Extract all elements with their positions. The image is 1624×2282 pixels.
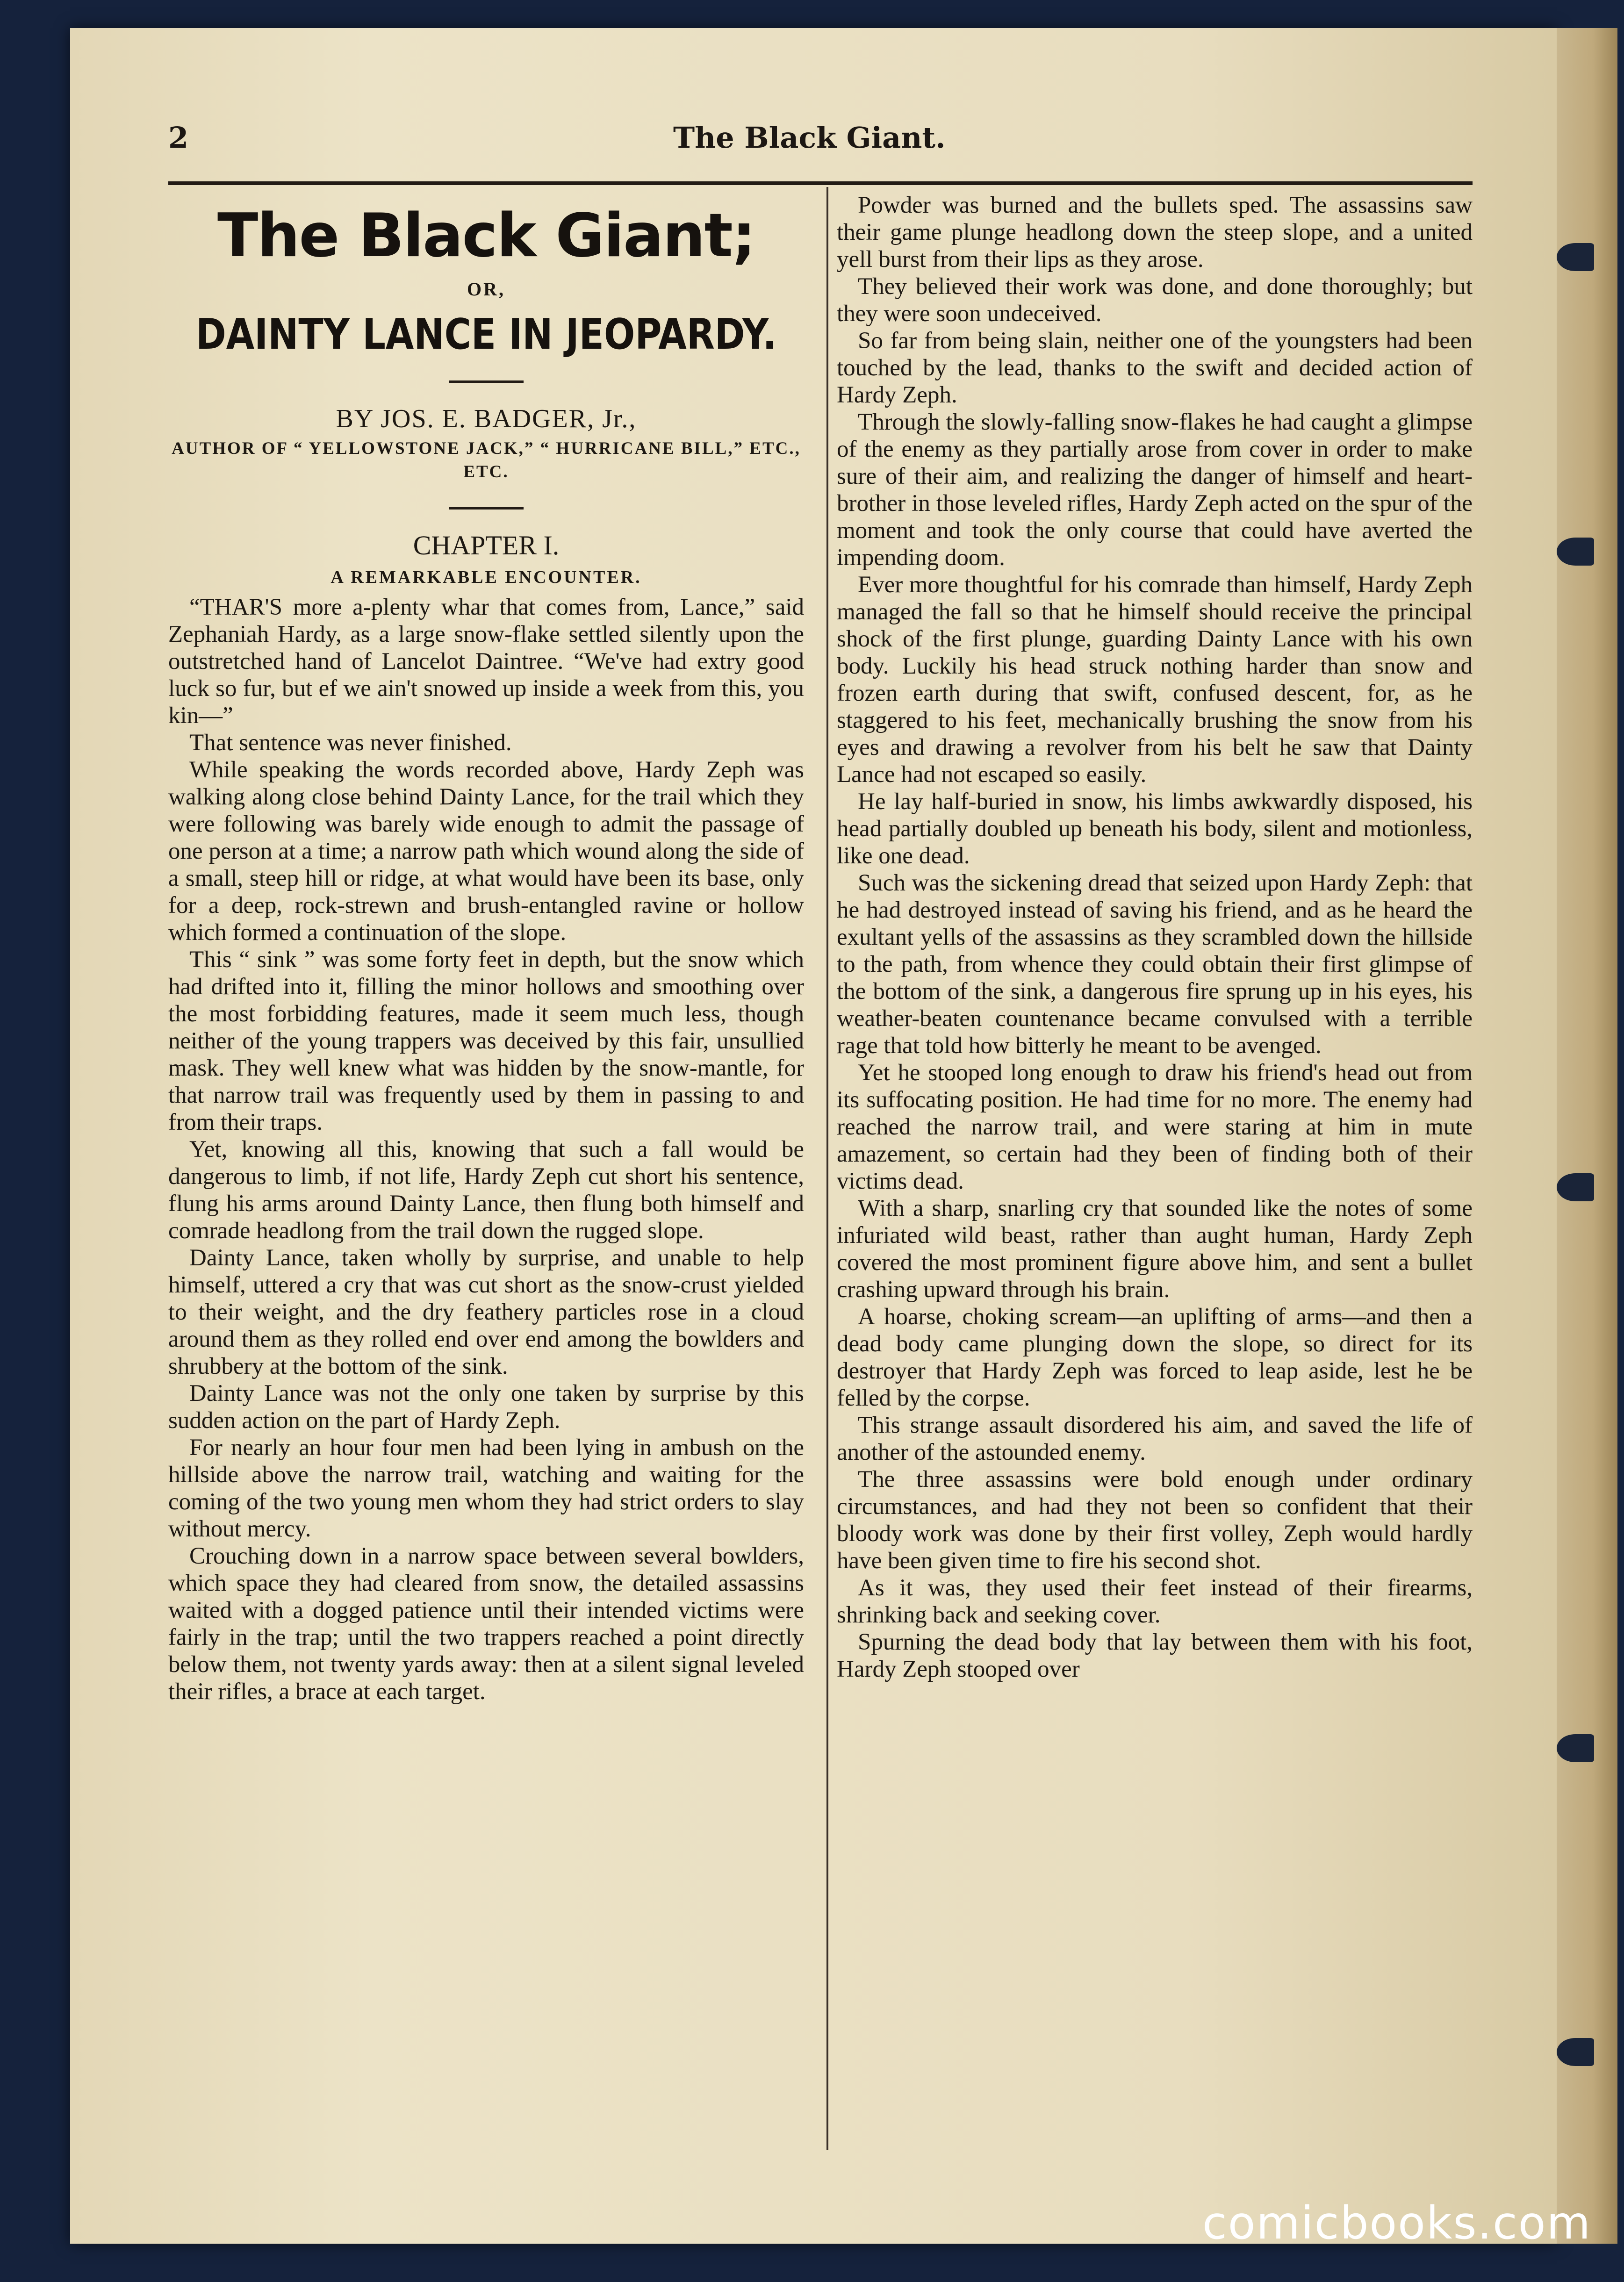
- page-number: 2: [168, 121, 189, 155]
- paragraph: Through the slowly-falling snow-flakes he had caught a glimpse of the enemy as they partially arose from cover in order to make sure of their aim, and realizing the danger of himself and heart-brother in those leveled rifles, Hardy Zeph acted on the spur of the moment and took the only course that could have averted the impending doom.: [837, 409, 1473, 571]
- paragraph: He lay half-buried in snow, his limbs awkwardly disposed, his head partially doubled up beneath his body, silent and motionless, like one dead.: [837, 789, 1473, 869]
- paragraph: Dainty Lance, taken wholly by surprise, and unable to help himself, uttered a cry that was cut short as the snow-crust yielded to their weight, and the dry feathery particles rose in a cloud around them as they rolled end over end among the bowlders and shrubbery at the bottom of the sink.: [168, 1245, 804, 1379]
- paragraph: This “ sink ” was some forty feet in depth, but the snow which had drifted into it, filling the minor hollows and smoothing over the most forbidding features, made it seem much less, though neither of the young trappers was deceived by this fair, unsullied mask. They well knew what was hidden by the snow-mantle, for that narrow trail was frequently used by them in passing to and from their traps.: [168, 947, 804, 1135]
- story-subtitle: DAINTY LANCE IN JEOPARDY.: [195, 310, 777, 359]
- paragraph: The three assassins were bold enough under ordinary circumstances, and had they not been so confident that their bloody work was done by their first volley, Zeph would hardly have been given time to fire his second shot.: [837, 1466, 1473, 1574]
- left-column: [168, 192, 804, 1705]
- author-note: AUTHOR OF “ YELLOWSTONE JACK,” “ HURRICANE BILL,” ETC., ETC.: [172, 439, 801, 481]
- paragraph: Yet he stooped long enough to draw his friend's head out from its suffocating position. He had time for no more. The enemy had reached the narrow trail, and were staring at him in mute amazement, so certain had they been of finding both of their victims dead.: [837, 1060, 1473, 1194]
- paragraph: That sentence was never finished.: [189, 730, 512, 756]
- paragraph: They believed their work was done, and done thoroughly; but they were soon undeceived.: [837, 273, 1473, 327]
- paragraph: Crouching down in a narrow space between several bowlders, which space they had cleared from snow, the detailed assassins waited with a dogged patience until their intended victims were fairly in the trap; until the two trappers reached a point directly below them, not twenty yards away: then at a silent signal leveled their rifles, a brace at each target.: [168, 1543, 804, 1705]
- paragraph: Yet, knowing all this, knowing that such a fall would be dangerous to limb, if not life, Hardy Zeph cut short his sentence, flung his arms around Dainty Lance, then flung both himself and comrade headlong from the trail down the rugged slope.: [168, 1136, 804, 1244]
- staple: [1557, 2038, 1594, 2066]
- paragraph: Powder was burned and the bullets sped. The assassins saw their game plunge headlong down the steep slope, and a united yell burst from their lips as they arose.: [837, 192, 1473, 273]
- paragraph: While speaking the words recorded above, Hardy Zeph was walking along close behind Dainty Lance, for the trail which they were following was barely wide enough to admit the passage of one person at a time; a narrow path which wound along the side of a small, steep hill or ridge, at what would have been its base, only for a deep, rock-strewn and brush-entangled ravine or hollow which formed a continuation of the slope.: [168, 757, 804, 946]
- column-divider: [826, 187, 828, 2150]
- paragraph: Such was the sickening dread that seized upon Hardy Zeph: that he had destroyed instead of saving his friend, and as he heard the exultant yells of the assassins as they scrambled down the hillside to the path, from whence they could obtain their first glimpse of the bottom of the sink, a dangerous fire sprung up in his eyes, his weather-beaten countenance became convulsed with a terrible rage that told how bitterly he meant to be avenged.: [837, 870, 1473, 1059]
- staple: [1557, 243, 1594, 271]
- right-column: [837, 192, 1473, 1683]
- story-title: The Black Giant;: [217, 201, 755, 271]
- staple: [1557, 538, 1594, 566]
- paragraph: As it was, they used their feet instead of their firearms, shrinking back and seeking cover.: [837, 1575, 1473, 1628]
- paragraph: Ever more thoughtful for his comrade than himself, Hardy Zeph managed the fall so that he himself should receive the principal shock of the first plunge, guarding Dainty Lance with his own body. Luckily his head struck nothing harder than snow and frozen earth during that swift, confused descent, for, as he staggered to his feet, mechanically brushing the snow from his eyes and drawing a revolver from his belt he saw that Dainty Lance had not escaped so easily.: [837, 572, 1473, 788]
- divider-rule: [449, 380, 524, 383]
- title-or: OR,: [467, 279, 505, 300]
- paragraph: A hoarse, choking scream—an uplifting of arms—and then a dead body came plunging down the slope, so direct for its destroyer that Hardy Zeph was forced to leap aside, lest he be felled by the corpse.: [837, 1304, 1473, 1411]
- staple: [1557, 1173, 1594, 1201]
- paragraph: Dainty Lance was not the only one taken by surprise by this sudden action on the part of Hardy Zeph.: [168, 1380, 804, 1434]
- chapter-heading: CHAPTER I.: [413, 530, 560, 560]
- paragraph: “THAR'S more a-plenty whar that comes from, Lance,” said Zephaniah Hardy, as a large snow-flake settled silently upon the outstretched hand of Lancelot Daintree. “We've had extry good luck so fur, but ef we ain't snowed up inside a week from this, you kin—”: [168, 594, 804, 729]
- chapter-title: A REMARKABLE ENCOUNTER.: [331, 567, 642, 587]
- paragraph: So far from being slain, neither one of the youngsters had been touched by the lead, thanks to the swift and decided action of Hardy Zeph.: [837, 328, 1473, 408]
- paragraph: Spurning the dead body that lay between them with his foot, Hardy Zeph stooped over: [837, 1629, 1473, 1682]
- paragraph: This strange assault disordered his aim, and saved the life of another of the astounded enemy.: [837, 1412, 1473, 1465]
- staple: [1557, 1734, 1594, 1762]
- running-title: The Black Giant.: [673, 121, 946, 155]
- paragraph: With a sharp, snarling cry that sounded like the notes of some infuriated wild beast, rather than aught human, Hardy Zeph covered the most prominent figure above him, and sent a bullet crashing upward through his brain.: [837, 1195, 1473, 1303]
- paragraph: For nearly an hour four men had been lying in ambush on the hillside above the narrow trail, watching and waiting for the coming of the two young men whom they had strict orders to slay without mercy.: [168, 1435, 804, 1542]
- page-spine: [1557, 28, 1617, 2244]
- byline: BY JOS. E. BADGER, Jr.,: [336, 404, 637, 433]
- header-rule: [168, 181, 1473, 185]
- site-watermark: comicbooks.com: [1202, 2197, 1591, 2249]
- divider-rule: [449, 507, 524, 510]
